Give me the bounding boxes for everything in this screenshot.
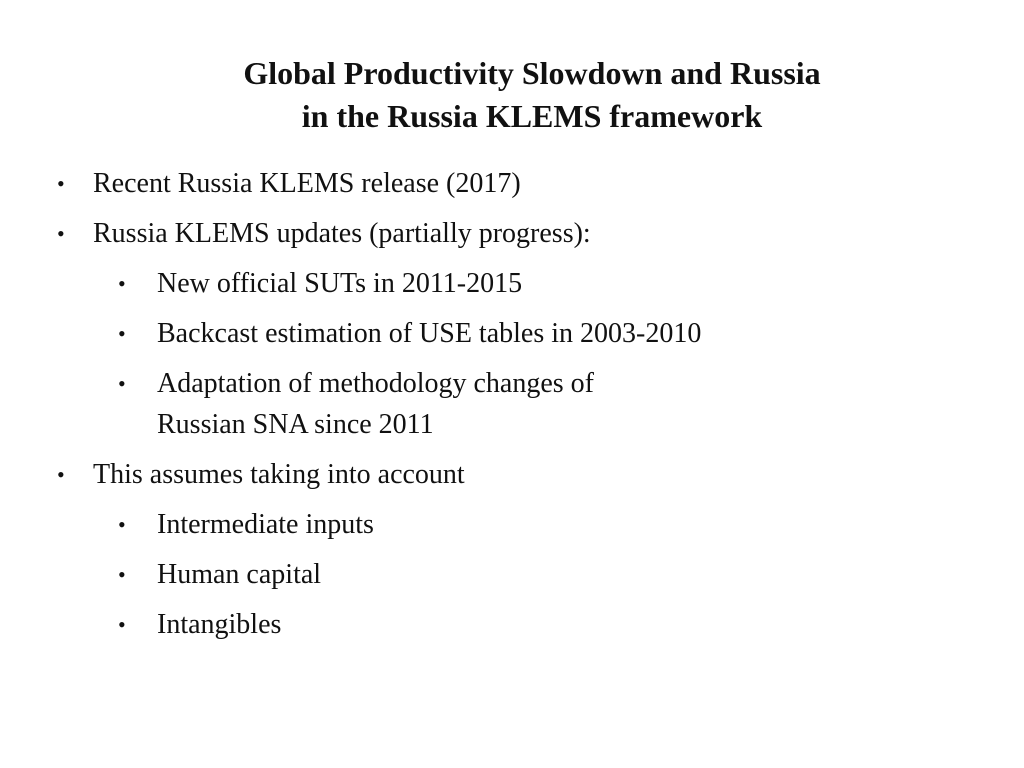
list-item-text: Russia KLEMS updates (partially progress): xyxy=(93,218,591,249)
list-item xyxy=(0,213,1024,254)
list-item-text: Human capital xyxy=(157,559,322,590)
list-item xyxy=(0,454,1024,495)
sub-list-item xyxy=(0,363,1024,445)
bullet-icon: • xyxy=(57,171,65,196)
bullet-icon: • xyxy=(57,221,65,246)
sub-list-item xyxy=(0,263,1024,304)
list-item xyxy=(0,163,1024,204)
bullet-list xyxy=(0,163,1024,654)
list-item-text-continued: Russian SNA since 2011 xyxy=(157,409,434,440)
list-item-text: Intermediate inputs xyxy=(157,509,374,540)
bullet-icon: • xyxy=(118,562,126,587)
sub-list-item xyxy=(0,554,1024,595)
title-line-1: Global Productivity Slowdown and Russia xyxy=(243,55,821,91)
bullet-icon: • xyxy=(118,321,126,346)
bullet-icon: • xyxy=(118,371,126,396)
bullet-icon: • xyxy=(118,271,126,296)
list-item-text: Intangibles xyxy=(157,609,282,640)
sub-list-item xyxy=(0,504,1024,545)
bullet-icon: • xyxy=(118,512,126,537)
slide-title xyxy=(0,52,1024,138)
list-item-text: This assumes taking into account xyxy=(93,459,465,490)
bullet-icon: • xyxy=(57,462,65,487)
list-item-text: Adaptation of methodology changes of xyxy=(157,368,595,399)
bullet-icon: • xyxy=(118,612,126,637)
sub-list-item xyxy=(0,604,1024,645)
list-item-text: Recent Russia KLEMS release (2017) xyxy=(93,168,521,199)
sub-list-item xyxy=(0,313,1024,354)
title-line-2: in the Russia KLEMS framework xyxy=(301,98,763,134)
list-item-text: New official SUTs in 2011-2015 xyxy=(157,268,523,299)
list-item-text: Backcast estimation of USE tables in 2003-2010 xyxy=(157,318,702,349)
